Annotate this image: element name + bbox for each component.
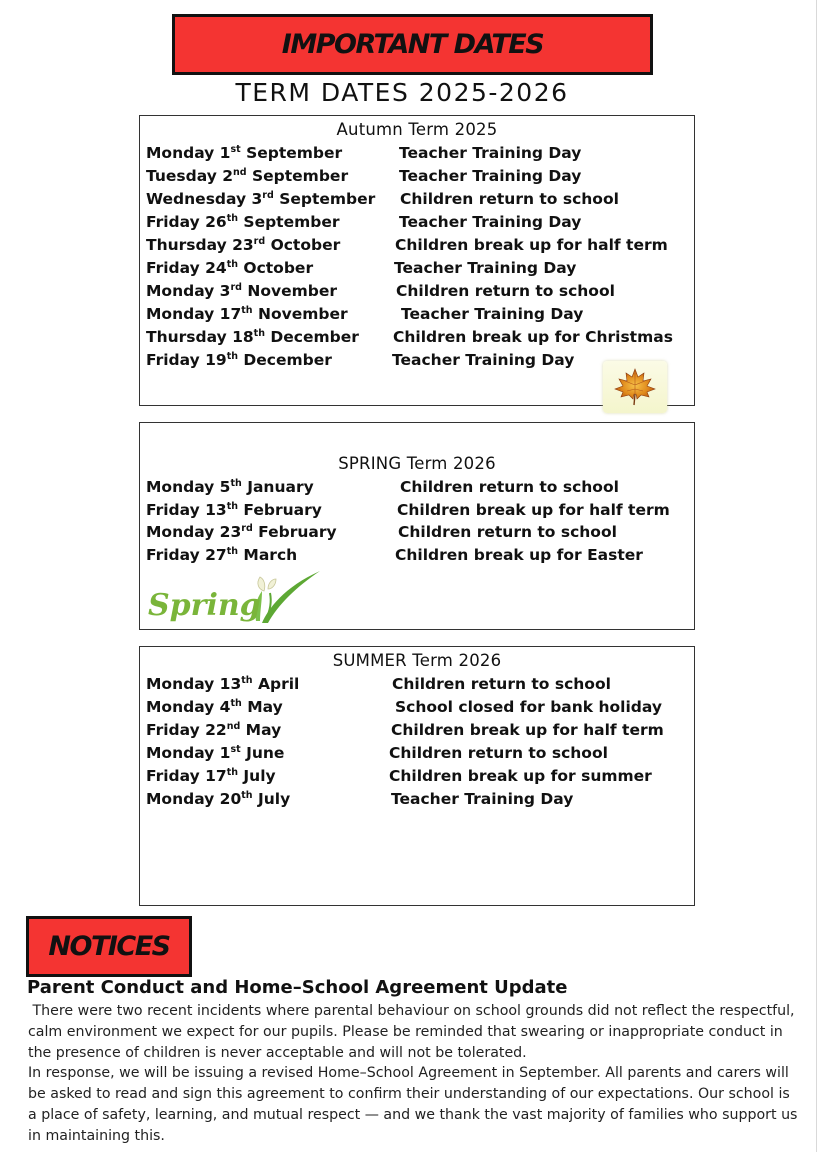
date-row — [140, 282, 694, 305]
important-dates-banner: IMPORTANT DATES — [172, 14, 653, 75]
event-label: Children return to school — [400, 478, 619, 496]
date-row — [140, 328, 694, 351]
event-label: Teacher Training Day — [399, 213, 582, 231]
date-row — [140, 501, 694, 524]
notice-paragraph: In response, we will be issuing a revised Home–School Agreement in September. All parents and carers will be asked to read and sign this agreement to confirm their understanding of our expectations. Our school is a place of safety, learning, and mutual respect — and we thank the vast majority of families who support us in maintaining this. — [28, 1065, 798, 1144]
autumn-leaf-icon — [603, 361, 667, 413]
event-label: Teacher Training Day — [399, 144, 582, 162]
date-row — [140, 523, 694, 546]
date-row — [140, 675, 694, 698]
event-label: Children return to school — [396, 282, 615, 300]
event-label: Children break up for half term — [391, 721, 664, 739]
date-row — [140, 698, 694, 721]
event-label: Teacher Training Day — [394, 259, 577, 277]
date-label: Monday 23rd February — [146, 523, 337, 541]
date-label: Monday 3rd November — [146, 282, 338, 300]
event-label: Teacher Training Day — [391, 790, 574, 808]
date-row — [140, 305, 694, 328]
date-row — [140, 144, 694, 167]
date-label: Thursday 18th December — [146, 328, 359, 346]
event-label: Children return to school — [400, 190, 619, 208]
term-dates-title: TERM DATES 2025-2026 — [235, 78, 569, 107]
event-label: Children return to school — [389, 744, 608, 762]
date-row — [140, 236, 694, 259]
date-label: Monday 13th April — [146, 675, 300, 693]
date-row — [140, 744, 694, 767]
event-label: Children break up for half term — [395, 236, 668, 254]
date-row — [140, 790, 694, 813]
summer-term-heading: SUMMER Term 2026 — [332, 651, 502, 670]
date-row — [140, 478, 694, 501]
date-label: Friday 26th September — [146, 213, 340, 231]
svg-text:Spring: Spring — [148, 588, 261, 623]
event-label: Children break up for Easter — [395, 546, 643, 564]
date-row — [140, 259, 694, 282]
date-row — [140, 767, 694, 790]
notice-title: Parent Conduct and Home–School Agreement Update — [27, 977, 568, 998]
date-label: Monday 1st June — [146, 744, 285, 762]
date-label: Friday 19th December — [146, 351, 332, 369]
date-row — [140, 190, 694, 213]
date-label: Monday 1st September — [146, 144, 343, 162]
date-label: Monday 17th November — [146, 305, 348, 323]
autumn-term-heading: Autumn Term 2025 — [336, 120, 498, 139]
date-label: Friday 13th February — [146, 501, 322, 519]
notices-banner: NOTICES — [26, 916, 192, 977]
event-label: Children break up for Christmas — [393, 328, 673, 346]
date-label: Friday 22nd May — [146, 721, 282, 739]
event-label: Teacher Training Day — [392, 351, 575, 369]
date-label: Thursday 23rd October — [146, 236, 341, 254]
event-label: Children break up for summer — [389, 767, 652, 785]
event-label: Children return to school — [392, 675, 611, 693]
date-label: Tuesday 2nd September — [146, 167, 349, 185]
date-label: Monday 4th May — [146, 698, 283, 716]
event-label: Children break up for half term — [397, 501, 670, 519]
date-row — [140, 721, 694, 744]
notice-body — [28, 1001, 798, 1147]
event-label: Teacher Training Day — [401, 305, 584, 323]
date-label: Friday 24th October — [146, 259, 314, 277]
event-label: School closed for bank holiday — [395, 698, 662, 716]
date-row — [140, 167, 694, 190]
date-label: Wednesday 3rd September — [146, 190, 376, 208]
notice-paragraph: There were two recent incidents where parental behaviour on school grounds did not reflect the respectful, calm environment we expect for our pupils. Please be reminded that swearing or inappropriate conduct in the presence of children is never acceptable and will not be tolerated. — [28, 1003, 800, 1061]
date-row — [140, 213, 694, 236]
spring-term-heading: SPRING Term 2026 — [338, 454, 496, 473]
summer-term-box — [139, 646, 695, 906]
event-label: Teacher Training Day — [399, 167, 582, 185]
date-label: Monday 5th January — [146, 478, 314, 496]
date-label: Friday 17th July — [146, 767, 276, 785]
date-label: Friday 27th March — [146, 546, 298, 564]
date-label: Monday 20th July — [146, 790, 291, 808]
spring-logo-icon — [144, 565, 326, 629]
event-label: Children return to school — [398, 523, 617, 541]
